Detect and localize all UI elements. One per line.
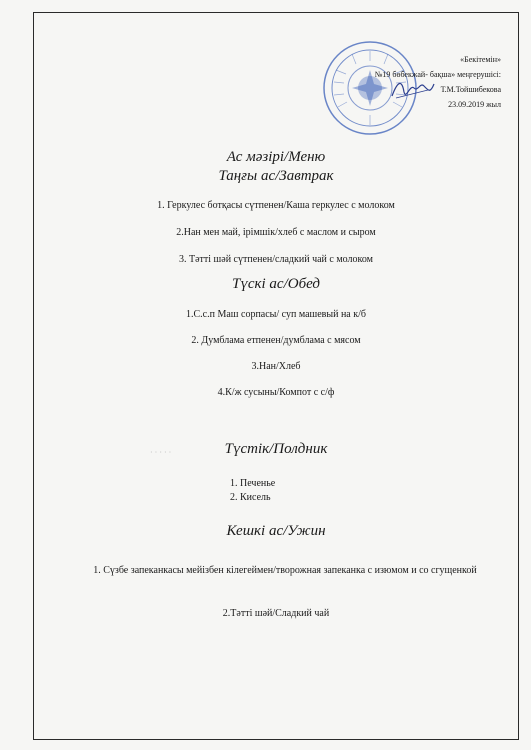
bleed-through-mark: · · · · · <box>150 448 172 457</box>
menu-title: Ас мәзірі/Меню <box>226 149 326 165</box>
dinner-heading: Кешкі ас/Ужин <box>226 523 326 539</box>
snack-item: 1. Печенье <box>230 478 276 489</box>
approval-label: «Бекітемін» <box>460 55 501 64</box>
snack-item: 2. Кисель <box>230 492 271 503</box>
approval-organization: №19 бөбекжай- бақша» меңгерушісі: <box>374 70 501 79</box>
snack-list <box>230 477 275 505</box>
lunch-item: 4.К/ж сусыны/Компот с с/ф <box>217 387 335 398</box>
dinner-item: 2.Тәтті шәй/Сладкий чай <box>222 608 330 619</box>
approval-head-name: Т.М.Тойшибекова <box>440 85 501 94</box>
lunch-item: 3.Нан/Хлеб <box>251 361 301 372</box>
breakfast-item: 1. Геркулес ботқасы сүтпенен/Каша геркулес с молоком <box>157 200 395 211</box>
breakfast-item: 2.Нан мен май, ірімшік/хлеб с маслом и сыром <box>176 227 376 238</box>
dinner-item: 1. Сүзбе запеканкасы мейізбен кілегеймен/творожная запеканка с изюмом и со сгущенкой <box>93 565 477 576</box>
snack-heading: Түстік/Полдник <box>224 441 328 457</box>
page-border <box>33 12 519 740</box>
approval-block <box>281 52 501 112</box>
lunch-item: 1.С.с.п Маш сорпасы/ суп машевый на к/б <box>186 309 366 320</box>
breakfast-item: 3. Тәтті шәй сүтпенен/сладкий чай с молоком <box>178 254 374 265</box>
breakfast-heading: Таңғы ас/Завтрак <box>218 168 334 184</box>
lunch-item: 2. Думблама етпенен/думблама с мясом <box>191 335 361 346</box>
lunch-heading: Түскі ас/Обед <box>231 276 320 292</box>
approval-date: 23.09.2019 жыл <box>448 100 501 109</box>
